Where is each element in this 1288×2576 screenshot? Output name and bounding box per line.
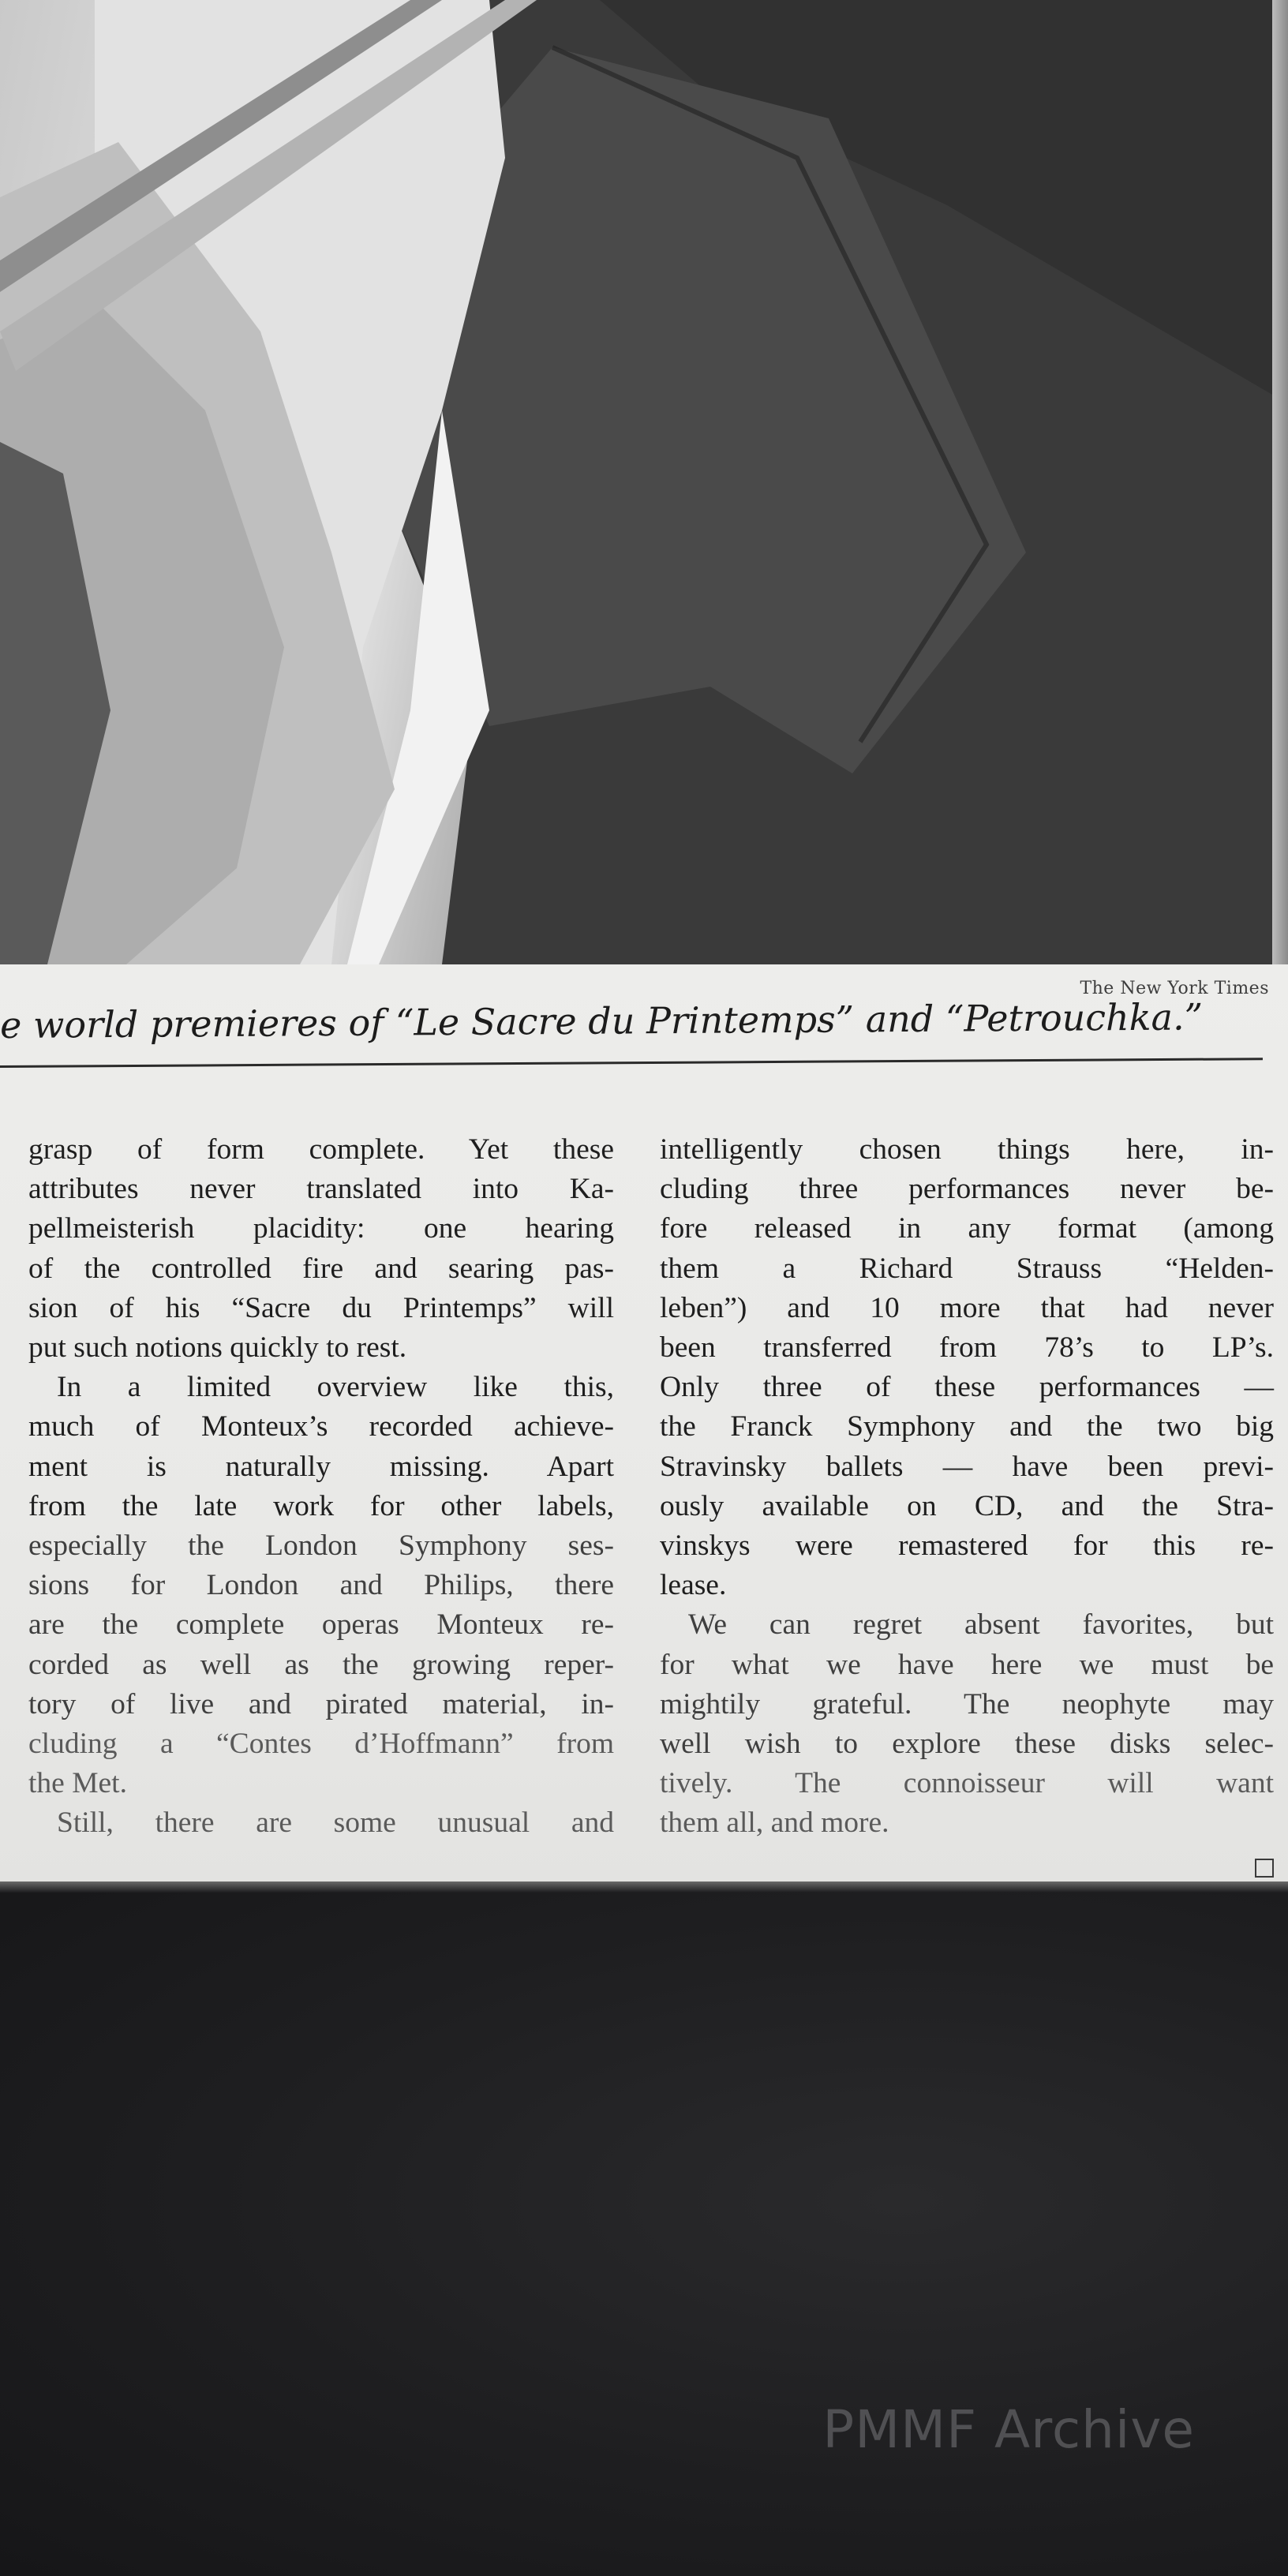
article-line: corded as well as the growing reper- xyxy=(28,1648,614,1681)
article-line: the Met. xyxy=(28,1767,127,1800)
article-line: In a limited overview like this, xyxy=(57,1371,614,1404)
photo-caption: e world premieres of “Le Sacre du Printemps” and “Petrouchka.” xyxy=(0,995,1204,1046)
article-line: put such notions quickly to rest. xyxy=(28,1331,407,1365)
article-line: much of Monteux’s recorded achieve- xyxy=(28,1410,614,1443)
newspaper-clipping xyxy=(0,964,1288,1881)
article-line: ously available on CD, and the Stra- xyxy=(660,1489,1274,1522)
article-line: are the complete operas Monteux re- xyxy=(28,1608,614,1642)
article-line: leben”) and 10 more that had never xyxy=(660,1291,1274,1324)
article-line: vinskys were remastered for this re- xyxy=(660,1530,1274,1563)
photo-credit: The New York Times xyxy=(1080,979,1269,998)
article-line: especially the London Symphony ses- xyxy=(28,1530,614,1563)
photo-edge xyxy=(1272,0,1288,964)
article-line: cluding three performances never be- xyxy=(660,1173,1274,1206)
background-surface xyxy=(0,1893,1288,2576)
article-line: grasp of form complete. Yet these xyxy=(28,1133,614,1166)
article-line: sions for London and Philips, there xyxy=(28,1569,614,1602)
article-line: them a Richard Strauss “Helden- xyxy=(660,1252,1274,1285)
article-line: Still, there are some unusual and xyxy=(57,1807,614,1840)
photograph xyxy=(0,0,1272,964)
caption-divider xyxy=(0,1058,1263,1068)
paper-shadow xyxy=(0,1881,1288,1893)
article-line: been transferred from 78’s to LP’s. xyxy=(660,1331,1274,1365)
article-column-left xyxy=(28,1130,614,1844)
article-line: We can regret absent favorites, but xyxy=(688,1608,1274,1642)
article-line: of the controlled fire and searing pas- xyxy=(28,1252,614,1285)
photo-illustration xyxy=(0,0,1272,964)
article-column-right xyxy=(660,1130,1274,1844)
article-line: Stravinsky ballets — have been previ- xyxy=(660,1450,1274,1483)
article-line: fore released in any format (among xyxy=(660,1212,1274,1245)
article-line: for what we have here we must be xyxy=(660,1648,1274,1681)
end-of-article-mark xyxy=(1255,1859,1274,1878)
article-line: ment is naturally missing. Apart xyxy=(28,1450,614,1483)
article-line: Only three of these performances — xyxy=(660,1371,1274,1404)
article-line: intelligently chosen things here, in- xyxy=(660,1133,1274,1166)
article-line: pellmeisterish placidity: one hearing xyxy=(28,1212,614,1245)
article-line: sion of his “Sacre du Printemps” will xyxy=(28,1291,614,1324)
watermark: PMMF Archive xyxy=(822,2399,1195,2460)
article-line: lease. xyxy=(660,1569,727,1602)
article-line: attributes never translated into Ka- xyxy=(28,1173,614,1206)
article-line: the Franck Symphony and the two big xyxy=(660,1410,1274,1443)
article-line: well wish to explore these disks selec- xyxy=(660,1728,1274,1761)
article-line: cluding a “Contes d’Hoffmann” from xyxy=(28,1728,614,1761)
article-line: from the late work for other labels, xyxy=(28,1489,614,1522)
article-line: mightily grateful. The neophyte may xyxy=(660,1687,1274,1720)
article-line: tory of live and pirated material, in- xyxy=(28,1687,614,1720)
article-line: them all, and more. xyxy=(660,1807,889,1840)
article-line: tively. The connoisseur will want xyxy=(660,1767,1274,1800)
